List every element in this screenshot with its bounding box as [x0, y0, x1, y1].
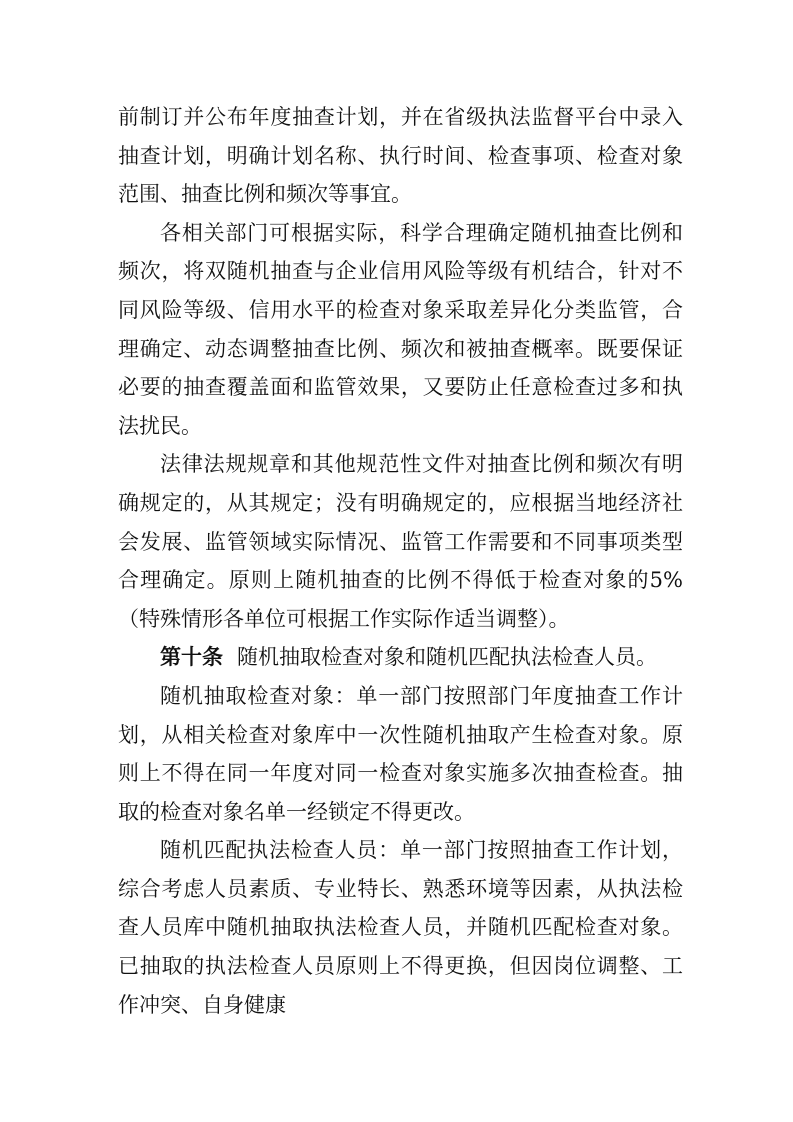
document-body — [118, 98, 683, 1024]
paragraph-1: 前制订并公布年度抽查计划，并在省级执法监督平台中录入抽查计划，明确计划名称、执行时间、检查事项、检查对象范围、抽查比例和频次等事宜。 — [118, 105, 683, 207]
article-number: 第十条 — [160, 645, 223, 670]
paragraph-3: 法律法规规章和其他规范性文件对抽查比例和频次有明确规定的，从其规定；没有明确规定的，应根据当地经济社会发展、监管领域实际情况、监管工作需要和不同事项类型合理确定。原则上随机抽查的比例不得低于检查对象的5%（特殊情形各单位可根据工作实际作适当调整）。 — [118, 452, 683, 631]
paragraph-2: 各相关部门可根据实际，科学合理确定随机抽查比例和频次，将双随机抽查与企业信用风险等级有机结合，针对不同风险等级、信用水平的检查对象采取差异化分类监管，合理确定、动态调整抽查比例、频次和被抽查概率。既要保证必要的抽查覆盖面和监管效果，又要防止任意检查过多和执法扰民。 — [118, 220, 683, 438]
paragraph-5: 随机匹配执法检查人员：单一部门按照抽查工作计划，综合考虑人员素质、专业特长、熟悉环境等因素，从执法检查人员库中随机抽取执法检查人员，并随机匹配检查对象。已抽取的执法检查人员原则上不得更换，但因岗位调整、工作冲突、自身健康 — [118, 838, 683, 1017]
article-10 — [118, 638, 683, 677]
article-title: 随机抽取检查对象和随机匹配执法检查人员。 — [237, 645, 657, 670]
paragraph-4: 随机抽取检查对象：单一部门按照部门年度抽查工作计划，从相关检查对象库中一次性随机抽取产生检查对象。原则上不得在同一年度对同一检查对象实施多次抽查检查。抽取的检查对象名单一经锁定不得更改。 — [118, 683, 683, 824]
